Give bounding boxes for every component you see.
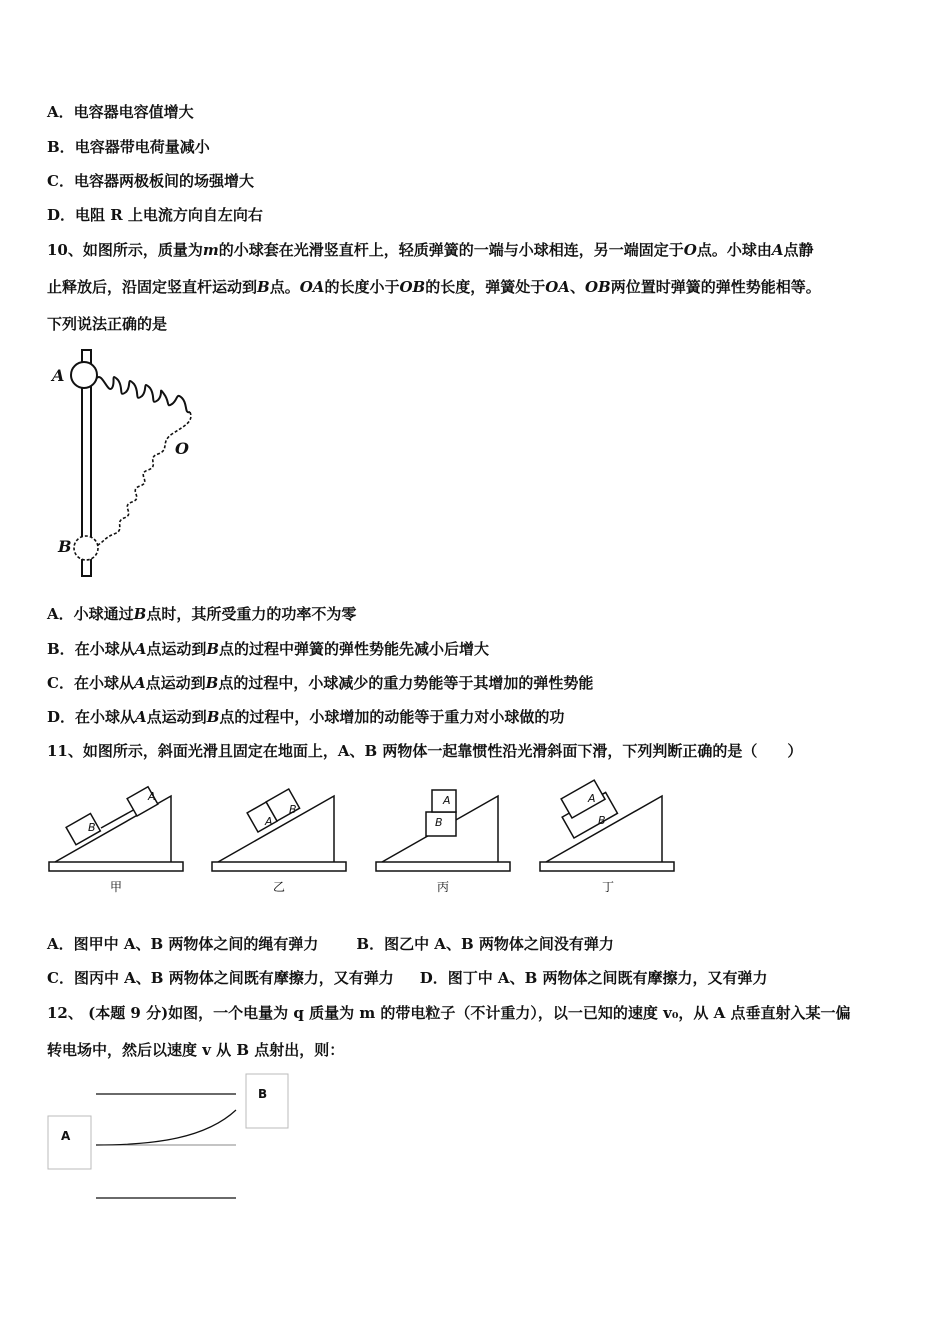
point-b-box xyxy=(246,1074,288,1128)
point-b-label: B xyxy=(258,1087,268,1101)
q11-figure-yi xyxy=(210,778,350,874)
fig-yi-label-a: A xyxy=(265,815,273,828)
q11-option-a: A．图甲中 A、B 两物体之间的绳有弹力 xyxy=(47,935,319,953)
q9-option-d: D．电阻 R 上电流方向自左向右 xyxy=(47,206,263,224)
q11-option-b: B．图乙中 A、B 两物体之间没有弹力 xyxy=(356,935,614,953)
fig-ding-label-a: A xyxy=(588,792,596,805)
label-o: O xyxy=(175,439,189,458)
fig-yi-label-b: B xyxy=(289,803,297,816)
particle-trajectory xyxy=(96,1110,236,1145)
fig-ding-label-b: B xyxy=(598,814,606,827)
q10-stem-line-2: 止释放后，沿固定竖直杆运动到B点。OA的长度小于OB的长度，弹簧处于OA、OB两位置时弹簧的弹性势能相等。 xyxy=(47,278,821,296)
q9-option-c: C．电容器两极板间的场强增大 xyxy=(47,172,254,190)
fig-bing-label-a: A xyxy=(443,794,451,807)
caption-jia: 甲 xyxy=(110,880,123,894)
q10-stem-line-1: 10、如图所示，质量为m的小球套在光滑竖直杆上，轻质弹簧的一端与小球相连，另一端固定于O点。小球由A点静 xyxy=(47,241,814,259)
fig-jia-label-b: B xyxy=(88,821,96,834)
q11-options-row-1 xyxy=(47,934,614,954)
q11-figure-bing xyxy=(374,778,514,874)
ball-at-a xyxy=(71,362,97,388)
q10-option-d: D．在小球从A点运动到B点的过程中，小球增加的动能等于重力对小球做的功 xyxy=(47,708,565,726)
fig-jia-label-a: A xyxy=(148,790,156,803)
q11-stem: 11、如图所示，斜面光滑且固定在地面上，A、B 两物体一起靠惯性沿光滑斜面下滑，下列判断正确的是（ ） xyxy=(47,742,803,760)
label-a: A xyxy=(52,366,65,385)
q10-option-b: B．在小球从A点运动到B点的过程中弹簧的弹性势能先减小后增大 xyxy=(47,640,490,658)
ball-at-b xyxy=(74,536,98,560)
caption-bing: 丙 xyxy=(437,880,450,894)
q10-option-a: A．小球通过B点时，其所受重力的功率不为零 xyxy=(47,605,357,623)
q11-figure-jia xyxy=(47,778,187,874)
q12-stem-line-1: 12、 (本题 9 分)如图，一个电量为 q 质量为 m 的带电粒子（不计重力），以一已知的速度 v₀，从 A 点垂直射入某一偏 xyxy=(47,1004,851,1022)
spring-dashed xyxy=(96,412,191,546)
caption-ding: 丁 xyxy=(602,880,615,894)
q11-figure-ding xyxy=(538,778,678,874)
spring-solid xyxy=(97,377,190,412)
caption-yi: 乙 xyxy=(273,880,286,894)
q9-option-a: A．电容器电容值增大 xyxy=(47,103,194,121)
q11-option-d: D．图丁中 A、B 两物体之间既有摩擦力，又有弹力 xyxy=(419,969,768,987)
q9-option-b: B．电容器带电荷量减小 xyxy=(47,138,210,156)
point-a-label: A xyxy=(61,1129,71,1143)
q10-stem-line-3: 下列说法正确的是 xyxy=(47,315,168,333)
q11-options-row-2 xyxy=(47,968,767,988)
q10-option-c: C．在小球从A点运动到B点的过程中，小球减少的重力势能等于其增加的弹性势能 xyxy=(47,674,594,692)
label-b: B xyxy=(58,537,72,556)
q11-option-c: C．图丙中 A、B 两物体之间既有摩擦力，又有弹力 xyxy=(47,969,394,987)
q12-stem-line-2: 转电场中，然后以速度 v 从 B 点射出，则： xyxy=(47,1041,345,1059)
fig-bing-label-b: B xyxy=(435,816,443,829)
